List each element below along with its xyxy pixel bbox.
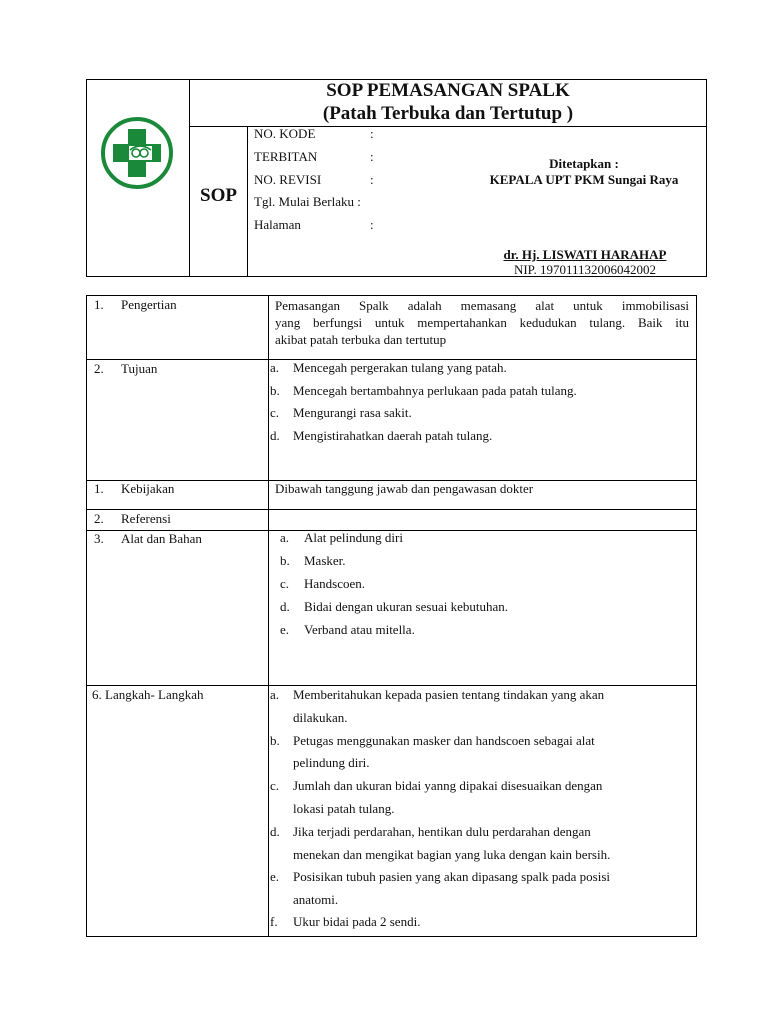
list-letter: f. bbox=[270, 914, 278, 929]
meta-label-halaman: Halaman bbox=[254, 217, 301, 232]
puskesmas-logo-icon bbox=[100, 115, 174, 191]
meta-colon: : bbox=[370, 126, 374, 141]
list-letter: b. bbox=[270, 383, 280, 398]
signatory-nip: NIP. 197011132006042002 bbox=[513, 262, 657, 277]
list-item-cont: dilakukan. bbox=[293, 710, 348, 725]
logo bbox=[100, 115, 174, 191]
row-num: 2. bbox=[94, 361, 104, 376]
row-num: 1. bbox=[94, 481, 104, 496]
list-item: Mencegah pergerakan tulang yang patah. bbox=[293, 360, 507, 375]
meta-label-tgl: Tgl. Mulai Berlaku : bbox=[254, 194, 361, 209]
ditetapkan-label: Ditetapkan : bbox=[549, 156, 619, 171]
meta-colon: : bbox=[370, 149, 374, 164]
list-item: Mencegah bertambahnya perlukaan pada patah tulang. bbox=[293, 383, 577, 398]
row-label-referensi: Referensi bbox=[121, 511, 171, 526]
doc-title: SOP PEMASANGAN SPALK bbox=[326, 80, 570, 101]
list-item: Alat pelindung diri bbox=[304, 530, 403, 545]
list-item: Petugas menggunakan masker dan handscoen sebagai alat bbox=[293, 733, 595, 748]
list-item: Mengistirahatkan daerah patah tulang. bbox=[293, 428, 493, 443]
list-item: Bidai dengan ukuran sesuai kebutuhan. bbox=[304, 599, 508, 614]
row-label-langkah: 6. Langkah- Langkah bbox=[92, 687, 204, 702]
list-letter: c. bbox=[270, 778, 280, 793]
list-item-cont: anatomi. bbox=[293, 892, 339, 907]
list-item: Ukur bidai pada 2 sendi. bbox=[293, 914, 421, 929]
list-letter: a. bbox=[280, 530, 290, 545]
list-letter: e. bbox=[280, 622, 290, 637]
list-item: Verband atau mitella. bbox=[304, 622, 415, 637]
row-num: 2. bbox=[94, 511, 104, 526]
sop-label: SOP bbox=[200, 185, 237, 206]
pengertian-line: akibat patah terbuka dan tertutup bbox=[275, 332, 447, 347]
list-letter: a. bbox=[270, 687, 280, 702]
list-letter: d. bbox=[280, 599, 290, 614]
list-item-cont: menekan dan mengikat bagian yang luka dengan kain bersih. bbox=[293, 847, 611, 862]
doc-subtitle: (Patah Terbuka dan Tertutup ) bbox=[322, 103, 574, 124]
list-item: Jumlah dan ukuran bidai yanng dipakai disesuaikan dengan bbox=[293, 778, 603, 793]
pengertian-line: yang berfungsi untuk mempertahankan kedudukan tulang. Baik itu bbox=[275, 315, 689, 330]
signatory-name: dr. Hj. LISWATI HARAHAP bbox=[503, 247, 667, 262]
row-label-tujuan: Tujuan bbox=[121, 361, 158, 376]
list-item: Masker. bbox=[304, 553, 346, 568]
kebijakan-text: Dibawah tanggung jawab dan pengawasan dokter bbox=[275, 481, 534, 496]
row-label-kebijakan: Kebijakan bbox=[121, 481, 175, 496]
list-letter: a. bbox=[270, 360, 280, 375]
list-item: Posisikan tubuh pasien yang akan dipasang spalk pada posisi bbox=[293, 869, 611, 884]
list-item: Handscoen. bbox=[304, 576, 366, 591]
list-letter: d. bbox=[270, 824, 280, 839]
kepala-label: KEPALA UPT PKM Sungai Raya bbox=[489, 172, 679, 187]
meta-label-kode: NO. KODE bbox=[254, 126, 316, 141]
list-letter: e. bbox=[270, 869, 280, 884]
list-letter: b. bbox=[280, 553, 290, 568]
row-num: 3. bbox=[94, 531, 104, 546]
row-num: 1. bbox=[94, 297, 104, 312]
list-item: Mengurangi rasa sakit. bbox=[293, 405, 412, 420]
meta-label-revisi: NO. REVISI bbox=[254, 172, 322, 187]
list-letter: d. bbox=[270, 428, 280, 443]
row-label-pengertian: Pengertian bbox=[121, 297, 177, 312]
pengertian-line: Pemasangan Spalk adalah memasang alat untuk immobilisasi bbox=[275, 298, 689, 313]
meta-colon: : bbox=[370, 172, 374, 187]
list-letter: c. bbox=[270, 405, 280, 420]
row-label-alat: Alat dan Bahan bbox=[121, 531, 202, 546]
list-item-cont: lokasi patah tulang. bbox=[293, 801, 395, 816]
list-item-cont: pelindung diri. bbox=[293, 755, 370, 770]
meta-colon: : bbox=[370, 217, 374, 232]
meta-label-terbitan: TERBITAN bbox=[254, 149, 318, 164]
list-letter: c. bbox=[280, 576, 290, 591]
list-item: Memberitahukan kepada pasien tentang tindakan yang akan bbox=[293, 687, 605, 702]
list-item: Jika terjadi perdarahan, hentikan dulu perdarahan dengan bbox=[293, 824, 591, 839]
list-letter: b. bbox=[270, 733, 280, 748]
